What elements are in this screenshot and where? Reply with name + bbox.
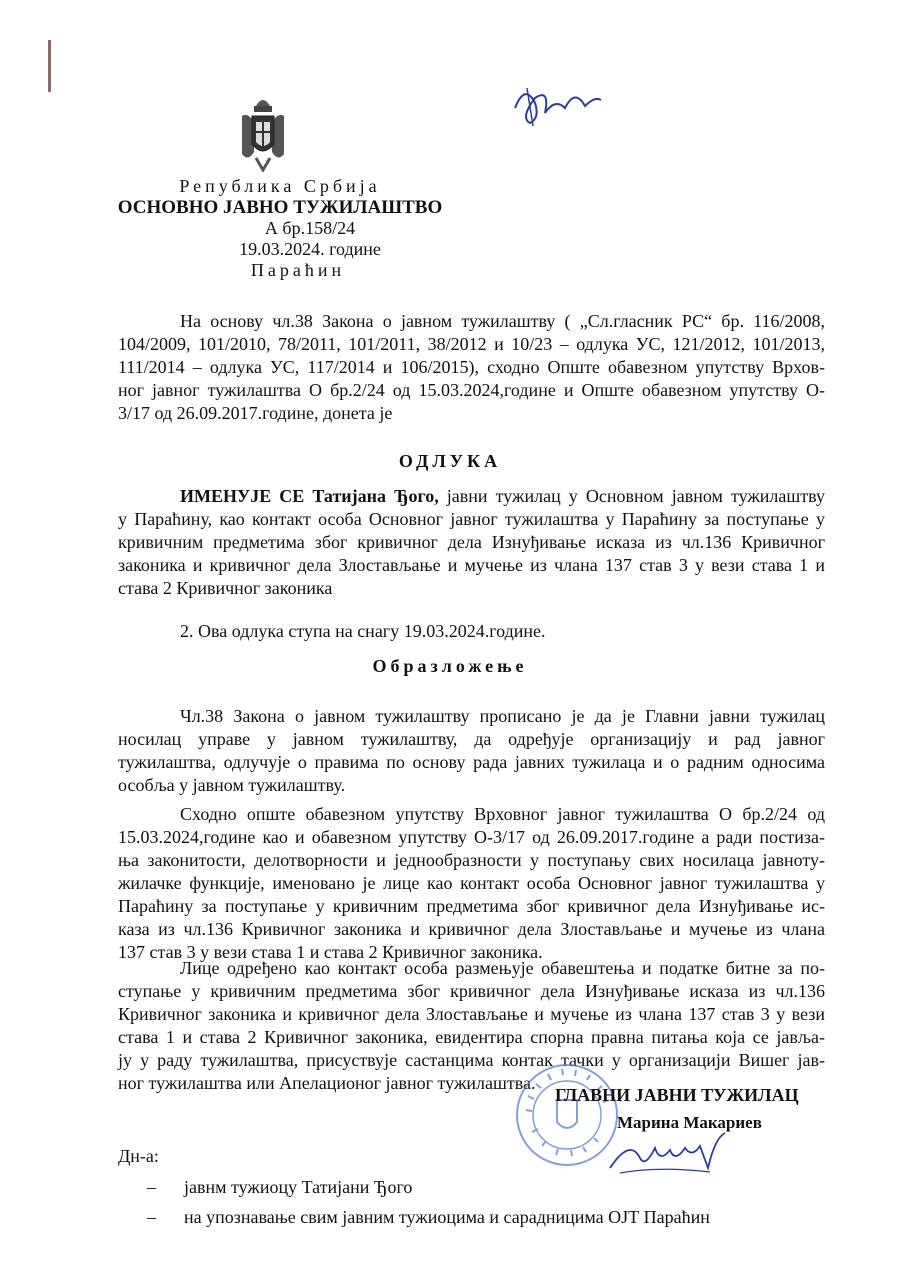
- decision-item-2: [118, 620, 825, 643]
- distribution-item: [147, 1207, 710, 1228]
- text-line: Сходно опште обавезном упутству Врховног јавног тужилаштва О бр.2/24 од: [180, 804, 825, 824]
- text-line: [118, 485, 825, 508]
- handwritten-initials: [505, 78, 605, 130]
- distribution-text: на упознавање свим јавним тужиоцима и сарадницима ОЈТ Параћин: [184, 1207, 710, 1227]
- decision-paragraph: [118, 485, 825, 600]
- text-line: става 1 и става 2 Кривичног законика, евидентира спорна правна питања која се јавља-: [118, 1027, 825, 1047]
- text-line: ју у раду тужилаштва, присуствује састанцима контак тачки у организацији Вишег јав-: [118, 1050, 825, 1070]
- text-line: 2. Ова одлука ступа на снагу 19.03.2024.године.: [180, 621, 546, 641]
- text-line: На основу чл.38 Закона о јавном тужилаштву ( „Сл.гласник РС“ бр. 116/2008,: [180, 311, 825, 331]
- decision-title: ОДЛУКА: [398, 451, 502, 471]
- text-line: особља у јавном тужилаштву.: [118, 775, 346, 795]
- text-line: Параћину за поступање у кривичним предметима због кривичног дела Изнуђивање ис-: [118, 896, 825, 916]
- text-line: 3/17 од 26.09.2017.године, донета је: [118, 403, 393, 423]
- signature-title: ГЛАВНИ ЈАВНИ ТУЖИЛАЦ: [555, 1085, 799, 1105]
- distribution-item: [147, 1177, 412, 1198]
- header-date: 19.03.2024. године: [239, 239, 381, 259]
- text-line: ступање у кривичним предметима због кривичног дела Изнуђивање исказа из чл.136: [118, 981, 825, 1001]
- text-line: ног јавног тужилаштва О бр.2/24 од 15.03.2024,године и Опште обавезном упутству О-: [118, 380, 825, 400]
- text-line: носилац управе у јавном тужилаштву, да одређује организацију и рад јавног: [118, 729, 825, 749]
- reasoning-paragraph-3: [118, 957, 825, 1095]
- text-line: законика и кривичног дела Злостављање и мучење из члана 137 став 3 у вези става 1 и: [118, 555, 825, 575]
- header-case-number: А бр.158/24: [264, 218, 356, 238]
- dash-icon: –: [147, 1207, 156, 1227]
- text-line: кривичним предметима због кривичног дела Изнуђивање исказа из чл.136 Кривичног: [118, 532, 825, 552]
- text-line: 104/2009, 101/2010, 78/2011, 101/2011, 38/2012 и 10/23 – одлука УС, 121/2012, 101/2013,: [118, 334, 825, 354]
- coat-of-arms-icon: [238, 92, 288, 172]
- text-line: Лице одређено као контакт особа размењује обавештења и податке битне за по-: [180, 958, 825, 978]
- text-line: у Параћину, као контакт особа Основног јавног тужилаштва у Параћину за поступање у: [118, 509, 825, 529]
- handwritten-signature: [600, 1128, 730, 1178]
- header-institution: ОСНОВНО ЈАВНО ТУЖИЛАШТВО: [117, 197, 443, 218]
- text-line: Кривичног законика и кривичног дела Злостављање и мучење из члана 137 став 3 у вези: [118, 1004, 825, 1024]
- text-line: 137 став 3 у вези става 1 и става 2 Кривичног законика.: [118, 942, 543, 962]
- distribution-text: јавнм тужиоцу Татијани Ђого: [184, 1177, 413, 1197]
- text-line: ног тужилаштва или Апелационог јавног тужилаштва.: [118, 1073, 536, 1093]
- text-line: става 2 Кривичног законика: [118, 578, 333, 598]
- reasoning-paragraph-1: [118, 705, 825, 797]
- text-line: ња законитости, делотворности и једнообразности у поступању свих носилаца јавноту-: [118, 850, 825, 870]
- distribution-label: Дн-а:: [118, 1146, 159, 1166]
- signature-name: Марина Макариев: [617, 1113, 762, 1132]
- text-line: 15.03.2024,године као и обавезном упутству О-3/17 од 26.09.2017.године а ради постиза-: [118, 827, 825, 847]
- text-span: јавни тужилац у Основном јавном тужилаштву: [438, 486, 825, 506]
- header-city: Параћин: [250, 260, 346, 280]
- intro-paragraph: [118, 310, 825, 425]
- text-line: Чл.38 Закона о јавном тужилаштву прописано је да је Главни јавни тужилац: [180, 706, 825, 726]
- reasoning-title: Образложење: [372, 656, 528, 676]
- text-line: тужилаштва, одлучује о правима по основу рада јавних тужилаца и о радним односима: [118, 752, 825, 772]
- appointee-lead: ИМЕНУЈЕ СЕ Татијана Ђого,: [180, 486, 439, 506]
- text-line: жилачке функције, именовано је лице као контакт особа Основног јавног тужилаштва у: [118, 873, 825, 893]
- text-line: 111/2014 – одлука УС, 117/2014 и 106/2015), сходно Опште обавезном упутству Врхов-: [118, 357, 825, 377]
- reasoning-paragraph-2: [118, 803, 825, 964]
- dash-icon: –: [147, 1177, 156, 1197]
- text-line: каза из чл.136 Кривичног законика и кривичног дела Злостављање и мучење из члана: [118, 919, 825, 939]
- scan-mark: [48, 40, 51, 92]
- header-country: Република Србија: [179, 176, 381, 196]
